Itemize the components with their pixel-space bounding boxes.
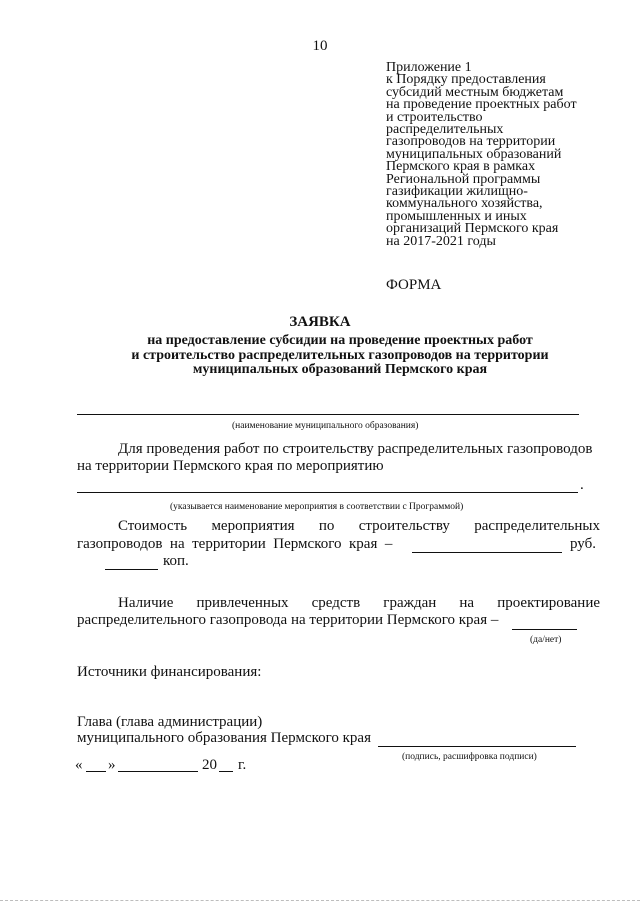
subtitle-line: муниципальных образований Пермского края <box>192 362 488 377</box>
appendix-line: на 2017-2021 годы <box>386 233 496 249</box>
municipality-caption: (наименование муниципального образования) <box>232 421 419 431</box>
subtitle-line: и строительство распределительных газопроводов на территории <box>131 347 549 363</box>
funds-line2: распределительного газопровода на территории Пермского края – <box>77 612 499 628</box>
appendix-line: Региональной программы <box>386 171 541 187</box>
paragraph1-line1: Для проведения работ по строительству распределительных газопроводов <box>118 441 593 457</box>
measure-caption: (указывается наименование мероприятия в соответствии с Программой) <box>170 502 464 512</box>
signature-field[interactable] <box>378 746 576 747</box>
date-year-suffix: г. <box>238 757 247 773</box>
funds-yes-no-field[interactable] <box>512 629 577 630</box>
funds-word: на <box>459 595 475 611</box>
measure-line-period: . <box>580 477 584 493</box>
municipality-name-field[interactable] <box>77 414 579 415</box>
cost-line1 <box>118 518 600 535</box>
cost-word: Стоимость <box>118 518 188 534</box>
paragraph1-line2: на территории Пермского края по мероприятию <box>77 458 384 474</box>
appendix-line: и строительство <box>386 109 483 125</box>
appendix-line: к Порядку предоставления <box>386 72 546 88</box>
document-subtitle <box>90 334 590 378</box>
signature-caption: (подпись, расшифровка подписи) <box>402 752 537 762</box>
appendix-line: субсидий местным бюджетам <box>386 84 564 100</box>
signature-line1: Глава (глава администрации) <box>77 714 263 730</box>
appendix-line: газификации жилищно- <box>386 184 528 200</box>
sources-label: Источники финансирования: <box>77 664 262 680</box>
date-day-field[interactable] <box>86 771 106 772</box>
funds-word: проектирование <box>497 595 600 611</box>
subtitle-line: на предоставление субсидии на проведение проектных работ <box>147 333 533 348</box>
cost-rub-field[interactable] <box>412 552 562 553</box>
document-title: ЗАЯВКА <box>289 314 351 330</box>
cost-word: строительству <box>358 518 450 534</box>
appendix-line: распределительных <box>386 122 504 138</box>
funds-word: привлеченных <box>196 595 289 611</box>
appendix-line: Приложение 1 <box>386 60 472 75</box>
appendix-line: коммунального хозяйства, <box>386 196 543 212</box>
funds-word: Наличие <box>118 595 174 611</box>
appendix-line: промышленных и иных <box>386 208 527 224</box>
page-number: 10 <box>312 38 328 54</box>
kop-label: коп. <box>163 553 189 569</box>
measure-name-field[interactable] <box>77 492 578 493</box>
cost-word: по <box>318 518 335 534</box>
signature-line2: муниципального образования Пермского края <box>77 730 371 746</box>
page-bottom-edge <box>0 900 640 901</box>
funds-caption: (да/нет) <box>530 635 562 645</box>
appendix-line: Пермского края в рамках <box>386 159 536 175</box>
date-open-quote: « <box>75 757 83 773</box>
appendix-line: на проведение проектных работ <box>386 97 577 113</box>
rub-label: руб. <box>570 536 596 552</box>
date-close-quote: » <box>108 757 116 773</box>
cost-line2: газопроводов на территории Пермского края – <box>77 536 393 552</box>
appendix-header <box>386 62 611 248</box>
form-label: ФОРМА <box>386 277 442 293</box>
cost-word: распределительных <box>474 518 600 534</box>
date-month-field[interactable] <box>118 771 198 772</box>
appendix-line: муниципальных образований <box>386 146 562 162</box>
cost-word: мероприятия <box>211 518 295 534</box>
funds-line1 <box>118 595 600 612</box>
date-year-field[interactable] <box>219 771 233 772</box>
date-year-prefix: 20 <box>202 757 217 773</box>
funds-word: граждан <box>383 595 437 611</box>
appendix-line: газопроводов на территории <box>386 134 556 150</box>
appendix-line: организаций Пермского края <box>386 221 559 237</box>
funds-word: средств <box>311 595 361 611</box>
cost-kop-field[interactable] <box>105 569 158 570</box>
